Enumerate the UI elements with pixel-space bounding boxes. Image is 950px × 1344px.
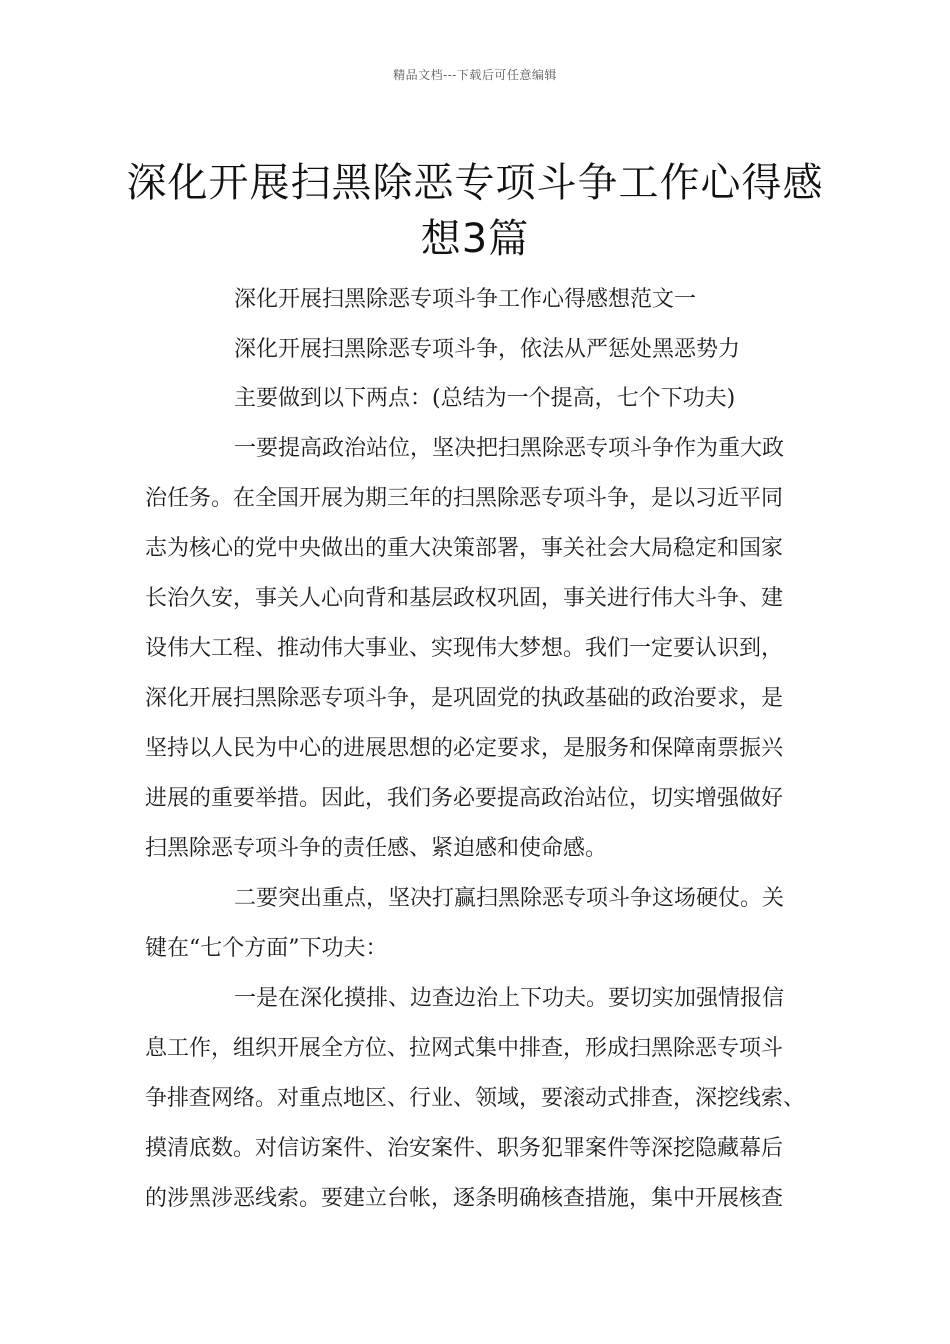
paragraph-line: 的涉黑涉恶线索。要建立台帐，逐条明确核查措施，集中开展核查 <box>145 1186 784 1211</box>
intro-line-2: 主要做到以下两点：(总结为一个提高，七个下功夫) <box>234 386 736 411</box>
paragraph-line: 一是在深化摸排、边查边治上下功夫。要切实加强情报信 <box>234 986 785 1011</box>
paragraph-line: 二要突出重点，坚决打赢扫黑除恶专项斗争这场硬仗。关 <box>234 886 785 911</box>
paragraph-line: 一要提高政治站位，坚决把扫黑除恶专项斗争作为重大政 <box>234 436 785 461</box>
paragraph-line: 扫黑除恶专项斗争的责任感、紧迫感和使命感。 <box>145 836 608 861</box>
paragraph-line: 争排查网络。对重点地区、行业、领域，要滚动式排查，深挖线索、 <box>145 1086 806 1111</box>
paragraph-line: 进展的重要举措。因此，我们务必要提高政治站位，切实增强做好 <box>145 786 784 811</box>
document-title <box>0 155 950 267</box>
paragraph-line: 志为核心的党中央做出的重大决策部署，事关社会大局稳定和国家 <box>145 536 784 561</box>
paragraph-line: 键在“七个方面”下功夫： <box>145 936 388 961</box>
intro-line-1: 深化开展扫黑除恶专项斗争，依法从严惩处黑恶势力 <box>234 337 741 362</box>
title-line-1: 深化开展扫黑除恶专项斗争工作心得感 <box>126 159 824 206</box>
paragraph-line: 治任务。在全国开展为期三年的扫黑除恶专项斗争，是以习近平同 <box>145 486 784 511</box>
title-line-2: 想3篇 <box>420 215 530 262</box>
header-note: 精品文档---下载后可任意编辑 <box>393 68 557 82</box>
paragraph-line: 坚持以人民为中心的进展思想的必定要求，是服务和保障南票振兴 <box>145 736 784 761</box>
paragraph-line: 设伟大工程、推动伟大事业、实现伟大梦想。我们一定要认识到， <box>145 636 784 661</box>
paragraph-line: 长治久安，事关人心向背和基层政权巩固，事关进行伟大斗争、建 <box>145 586 784 611</box>
paragraph-line: 息工作，组织开展全方位、拉网式集中排查，形成扫黑除恶专项斗 <box>145 1036 784 1061</box>
subtitle: 深化开展扫黑除恶专项斗争工作心得感想范文一 <box>234 287 697 312</box>
paragraph-line: 摸清底数。对信访案件、治安案件、职务犯罪案件等深挖隐藏幕后 <box>145 1136 784 1161</box>
paragraph-line: 深化开展扫黑除恶专项斗争，是巩固党的执政基础的政治要求，是 <box>145 686 784 711</box>
